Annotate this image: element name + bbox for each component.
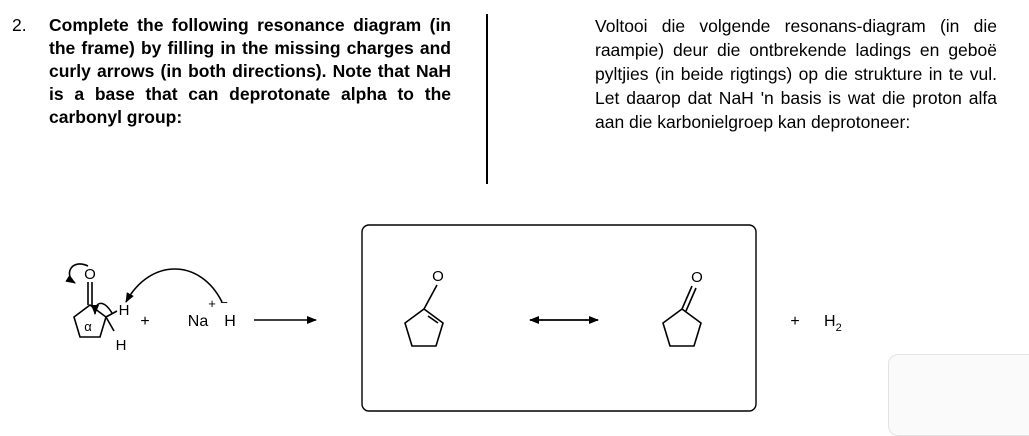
frame-structure-2 [663,286,701,346]
alpha-label: α [84,319,92,334]
resonance-frame [362,225,756,411]
reactant-oxygen-label: O [84,266,96,283]
plus-sign-2: + [790,313,800,330]
structure-1-ring [405,309,443,346]
base-anion-label: H [224,313,236,330]
structure-2-oxygen-label: O [691,269,703,286]
structure-2-ring [663,309,701,346]
structure-2-co-bond-2 [686,288,696,311]
question-text-english: Complete the following resonance diagram (in the frame) by filling in the missing charges and curly arrows (in both directions). Note that NaH is a base that can deprotonate alpha to the carbonyl group: [49,15,451,127]
reactant-hydrogen-bottom-label: H [115,337,127,354]
question-text-afrikaans: Voltooi die volgende resonans-diagram (in die raampie) deur die ontbrekende ladings en geboë pyltjies (in beide rigtings) op die strukture in te vul. Let daarop dat NaH 'n basis is wat die proton alfa aan die karbonielgroep kan deprotoneer: [595,16,997,132]
structure-1-co-bond [424,285,437,309]
byproduct-formula [824,313,842,334]
structure-2-co-bond-1 [682,286,692,309]
byproduct-h-label: H [824,313,836,330]
base-anion-charge: − [220,295,228,310]
plus-sign-1: + [140,313,150,330]
curly-arrow-ch-bond [95,303,112,314]
frame-structure-1 [405,285,443,346]
base-cation-label: Na [187,313,209,330]
reactant-hydrogen-top-label: H [118,302,130,319]
structure-1-cc-double-bond [428,316,438,323]
structure-1-oxygen-label: O [432,268,444,285]
corner-panel [888,354,1029,436]
base-cation-charge: + [208,296,216,311]
byproduct-subscript: 2 [835,322,842,334]
question-number: 2. [12,15,27,35]
reactant-ch-bond-bottom [106,317,114,331]
